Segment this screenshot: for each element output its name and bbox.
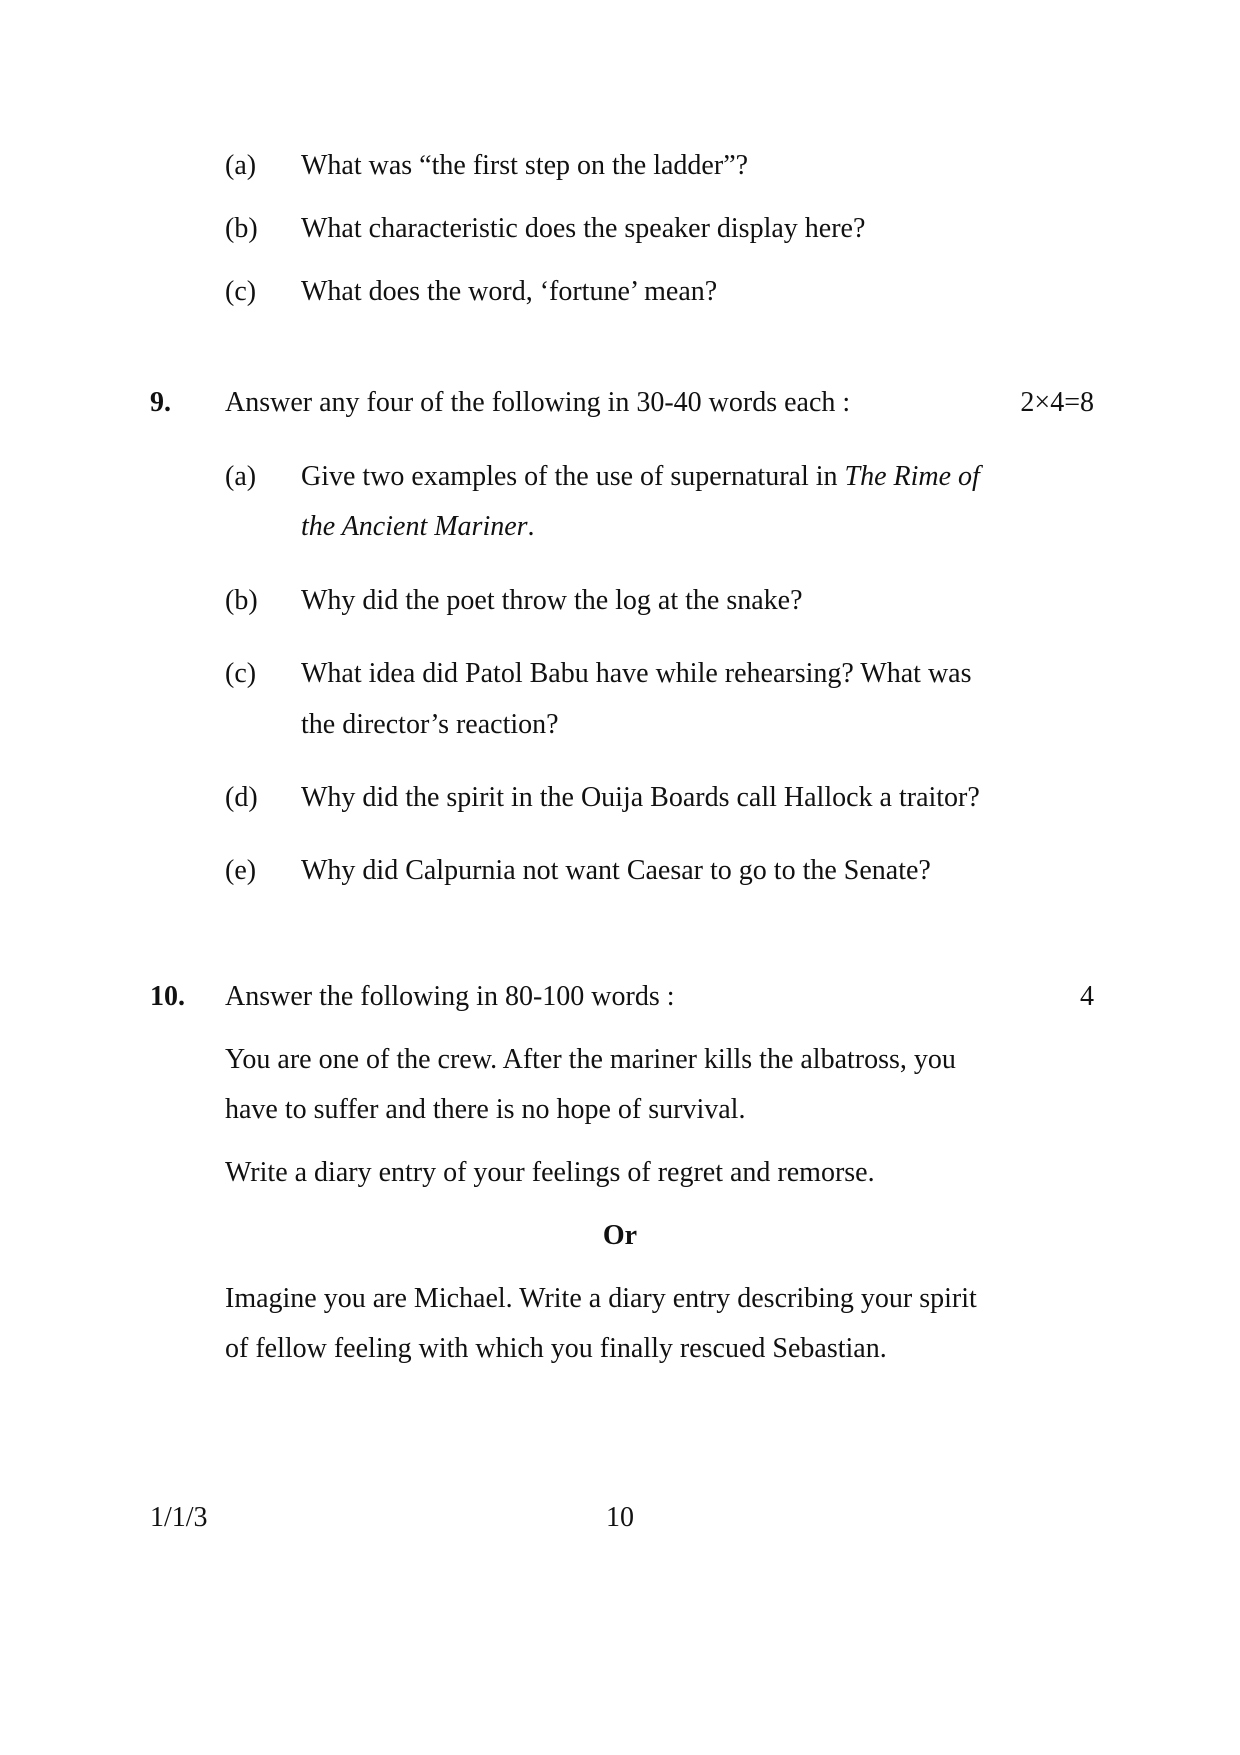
q10-paragraph1-line1: You are one of the crew. After the mariner kills the albatross, you <box>225 1044 956 1075</box>
q10-paragraph3-line2: of fellow feeling with which you finally rescued Sebastian. <box>225 1333 887 1364</box>
q10-number: 10. <box>150 981 185 1012</box>
q9-item-b-label: (b) <box>225 585 258 616</box>
q10-instruction: Answer the following in 80-100 words : <box>225 981 675 1012</box>
q9-item-a-line2-suffix: . <box>527 511 535 542</box>
q9-item-a-title-part1: The Rime of <box>844 461 980 492</box>
q9-item-d-text: Why did the spirit in the Ouija Boards call Hallock a traitor? <box>301 782 980 813</box>
q10-paragraph2: Write a diary entry of your feelings of regret and remorse. <box>225 1157 875 1188</box>
q9-item-a-line2 <box>301 511 535 543</box>
q9-item-a-label: (a) <box>225 461 257 492</box>
q9-item-d-label: (d) <box>225 782 258 813</box>
q9-item-b-text: Why did the poet throw the log at the snake? <box>301 585 803 616</box>
q8-item-b-text: What characteristic does the speaker display here? <box>301 213 866 244</box>
q8-item-c-label: (c) <box>225 276 257 307</box>
page-number: 10 <box>606 1502 634 1533</box>
q10-paragraph1-line2: have to suffer and there is no hope of survival. <box>225 1094 746 1125</box>
q9-item-c-line2: the director’s reaction? <box>301 709 559 740</box>
or-divider: Or <box>602 1220 638 1251</box>
q8-item-a-text: What was “the first step on the ladder”? <box>301 150 749 181</box>
q9-item-a-title-part2: the Ancient Mariner <box>301 511 528 542</box>
q10-marks: 4 <box>1080 981 1094 1012</box>
q8-item-b-label: (b) <box>225 213 258 244</box>
q9-item-e-text: Why did Calpurnia not want Caesar to go to the Senate? <box>301 855 931 886</box>
q8-item-a-label: (a) <box>225 150 257 181</box>
q9-item-a-line1 <box>301 461 980 493</box>
q9-instruction: Answer any four of the following in 30-40 words each : <box>225 387 851 418</box>
q9-number: 9. <box>150 387 171 418</box>
q8-item-c-text: What does the word, ‘fortune’ mean? <box>301 276 718 307</box>
q9-item-e-label: (e) <box>225 855 257 886</box>
q9-item-a-line1-text: Give two examples of the use of supernatural in <box>301 461 845 492</box>
paper-code: 1/1/3 <box>150 1502 208 1533</box>
q9-item-c-line1: What idea did Patol Babu have while rehearsing? What was <box>301 658 972 689</box>
q9-marks: 2×4=8 <box>1020 387 1094 418</box>
q10-paragraph3-line1: Imagine you are Michael. Write a diary entry describing your spirit <box>225 1283 977 1314</box>
q9-item-c-label: (c) <box>225 658 257 689</box>
